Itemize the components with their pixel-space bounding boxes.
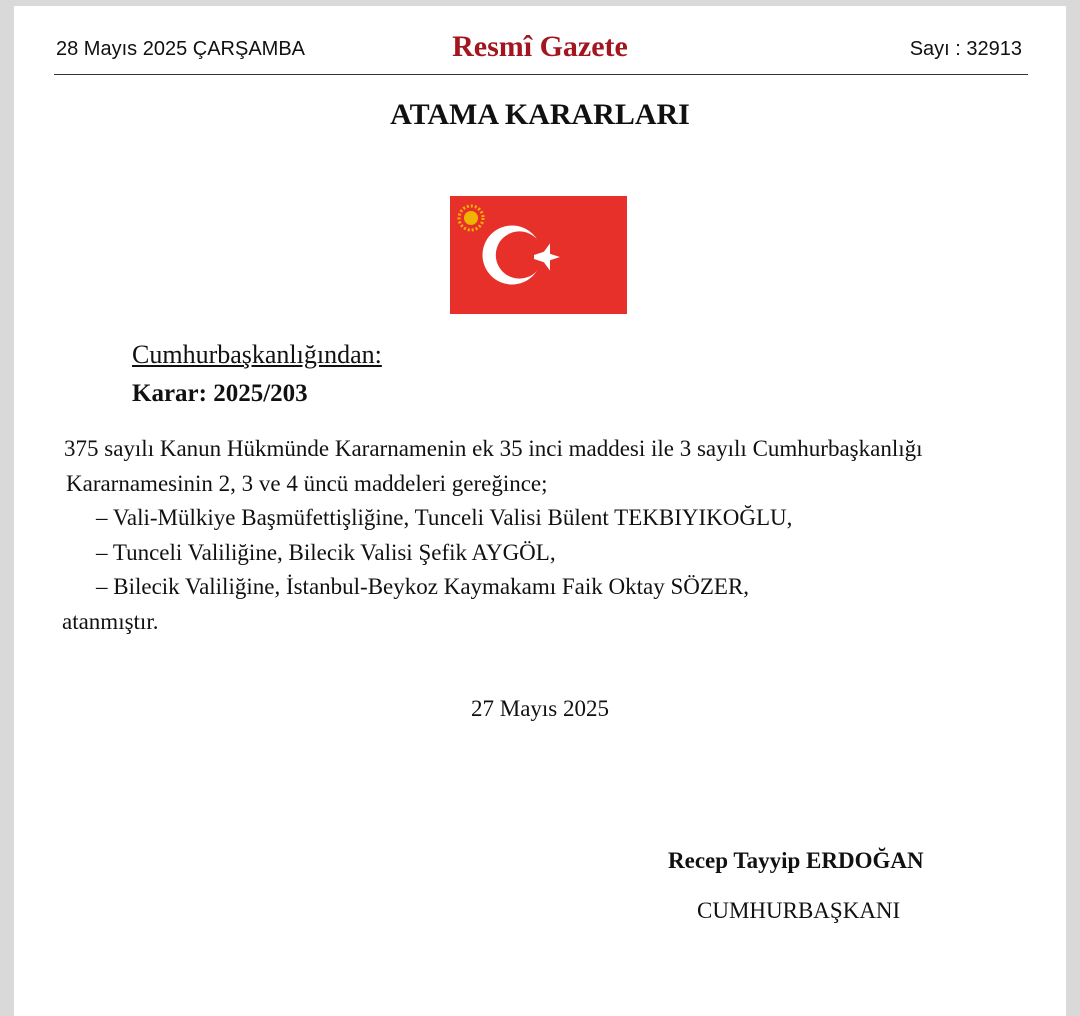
signature-title: CUMHURBAŞKANI — [697, 898, 901, 923]
issuer-label: Cumhurbaşkanlığından: — [132, 340, 382, 369]
turkish-flag-icon — [450, 196, 627, 314]
signature-name: Recep Tayyip ERDOĞAN — [668, 848, 924, 873]
decision-date: 27 Mayıs 2025 — [471, 696, 609, 721]
decision-body — [62, 432, 1022, 639]
issue-number: Sayı : 32913 — [909, 38, 1022, 60]
body-paragraph-line-1: 375 sayılı Kanun Hükmünde Kararnamenin ek 35 inci maddesi ile 3 sayılı Cumhurbaşkanlığı — [64, 436, 923, 461]
decision-number: Karar: 2025/203 — [132, 380, 308, 407]
appointment-item: – Tunceli Valiliğine, Bilecik Valisi Şefik AYGÖL, — [96, 539, 556, 565]
body-closing: atanmıştır. — [62, 608, 159, 634]
header-date: 28 Mayıs 2025 ÇARŞAMBA — [56, 38, 305, 60]
appointment-item: – Vali-Mülkiye Başmüfettişliğine, Tunceli Valisi Bülent TEKBIYIKOĞLU, — [96, 505, 793, 530]
document-page — [14, 6, 1066, 1016]
appointment-item: – Bilecik Valiliğine, İstanbul-Beykoz Kaymakamı Faik Oktay SÖZER, — [96, 574, 750, 599]
gazette-title: Resmî Gazete — [452, 30, 628, 63]
body-paragraph-line-2: Kararnamesinin 2, 3 ve 4 üncü maddeleri gereğince; — [66, 470, 548, 496]
header-divider — [54, 74, 1028, 75]
page-title: ATAMA KARARLARI — [390, 98, 690, 131]
